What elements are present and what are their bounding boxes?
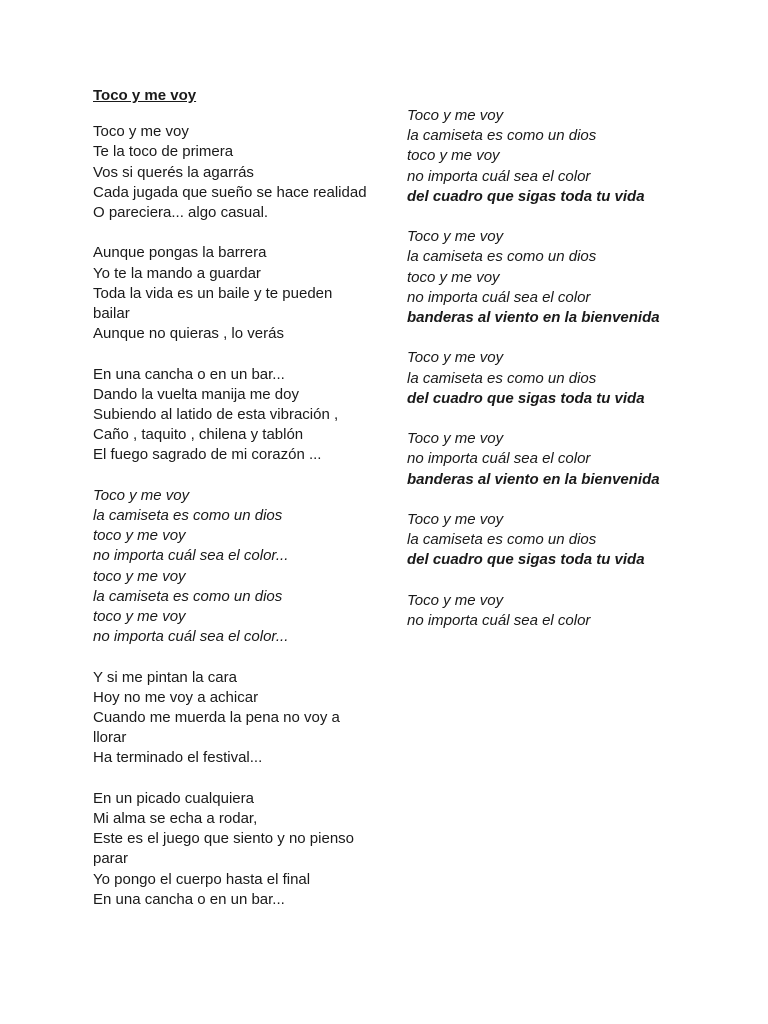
- lyric-line: Yo te la mando a guardar: [93, 264, 261, 282]
- lyric-line: Yo pongo el cuerpo hasta el final: [93, 870, 311, 888]
- lyric-line: toco y me voy: [93, 527, 186, 545]
- lyric-line: Subiendo al latido de esta vibración ,: [93, 406, 339, 423]
- lyric-line: Dando la vuelta manija me doy: [93, 385, 299, 403]
- lyric-line: Ha terminado el festival...: [93, 749, 263, 767]
- lyric-line: Aunque no quieras , lo verás: [93, 325, 284, 343]
- lyric-line: toco y me voy: [93, 608, 186, 626]
- lyric-line: Caño , taquito , chilena y tablón: [93, 426, 304, 444]
- lyric-line: O pareciera... algo casual.: [93, 204, 269, 221]
- lyric-line: Toco y me voy: [407, 511, 504, 528]
- lyric-line: Este es el juego que siento y no pienso parar: [93, 830, 355, 868]
- stanza: [93, 486, 368, 648]
- stanza: [407, 429, 707, 490]
- stanza: [93, 789, 368, 910]
- lyric-line: toco y me voy: [93, 567, 186, 585]
- stanza: [407, 227, 707, 328]
- stanza: [407, 591, 707, 631]
- lyric-line: Te la toco de primera: [93, 143, 234, 161]
- lyric-line: la camiseta es como un dios: [93, 587, 283, 605]
- lyric-line: no importa cuál sea el color: [407, 167, 591, 185]
- lyric-line: Hoy no me voy a achicar: [93, 688, 259, 706]
- lyric-line: la camiseta es como un dios: [407, 531, 597, 549]
- lyric-line: la camiseta es como un dios: [93, 507, 283, 524]
- lyric-line: Toco y me voy: [407, 430, 504, 448]
- lyric-line: Toco y me voy: [93, 123, 189, 141]
- lyric-line: la camiseta es como un dios: [407, 127, 597, 145]
- lyric-line: no importa cuál sea el color...: [93, 547, 289, 565]
- lyric-line: En un picado cualquiera: [93, 789, 254, 807]
- left-column: [93, 86, 368, 930]
- right-column: [407, 106, 707, 651]
- chorus-emphasis-line: del cuadro que sigas toda tu vida: [407, 389, 645, 407]
- lyric-line: En una cancha o en un bar...: [93, 365, 285, 383]
- lyric-line: Mi alma se echa a rodar,: [93, 810, 258, 828]
- lyric-line: Toda la vida es un baile y te pueden bailar: [93, 284, 333, 322]
- stanza: [93, 122, 368, 223]
- lyric-line: Aunque pongas la barrera: [93, 244, 267, 262]
- stanza: [93, 243, 368, 344]
- stanza: [93, 365, 368, 466]
- lyric-line: Cuando me muerda la pena no voy a llorar: [93, 709, 340, 747]
- lyric-line: Toco y me voy: [407, 228, 504, 246]
- lyric-line: Vos si querés la agarrás: [93, 163, 254, 181]
- chorus-emphasis-line: del cuadro que sigas toda tu vida: [407, 187, 645, 205]
- song-title: Toco y me voy: [93, 87, 197, 104]
- lyric-line: no importa cuál sea el color: [407, 288, 591, 306]
- lyric-line: Cada jugada que sueño se hace realidad: [93, 183, 367, 201]
- chorus-emphasis-line: del cuadro que sigas toda tu vida: [407, 551, 645, 569]
- left-stanzas: [93, 122, 368, 910]
- lyric-line: no importa cuál sea el color: [407, 450, 591, 468]
- stanza: [93, 668, 368, 769]
- chorus-emphasis-line: banderas al viento en la bienvenida: [407, 309, 660, 327]
- lyric-line: no importa cuál sea el color: [407, 612, 591, 629]
- right-stanzas: [407, 106, 707, 631]
- lyric-line: toco y me voy: [407, 268, 500, 286]
- lyric-line: Toco y me voy: [407, 349, 504, 367]
- lyric-line: no importa cuál sea el color...: [93, 628, 289, 646]
- lyric-line: Y si me pintan la cara: [93, 668, 237, 686]
- chorus-emphasis-line: banderas al viento en la bienvenida: [407, 470, 660, 488]
- lyric-line: toco y me voy: [407, 147, 500, 165]
- lyric-line: En una cancha o en un bar...: [93, 890, 285, 908]
- lyric-line: Toco y me voy: [93, 486, 190, 504]
- stanza: [407, 106, 707, 207]
- lyric-line: Toco y me voy: [407, 107, 504, 124]
- lyric-line: El fuego sagrado de mi corazón ...: [93, 446, 322, 464]
- lyric-line: la camiseta es como un dios: [407, 248, 597, 266]
- stanza: [407, 510, 707, 571]
- stanza: [407, 348, 707, 409]
- lyric-line: la camiseta es como un dios: [407, 369, 597, 387]
- lyric-line: Toco y me voy: [407, 591, 504, 609]
